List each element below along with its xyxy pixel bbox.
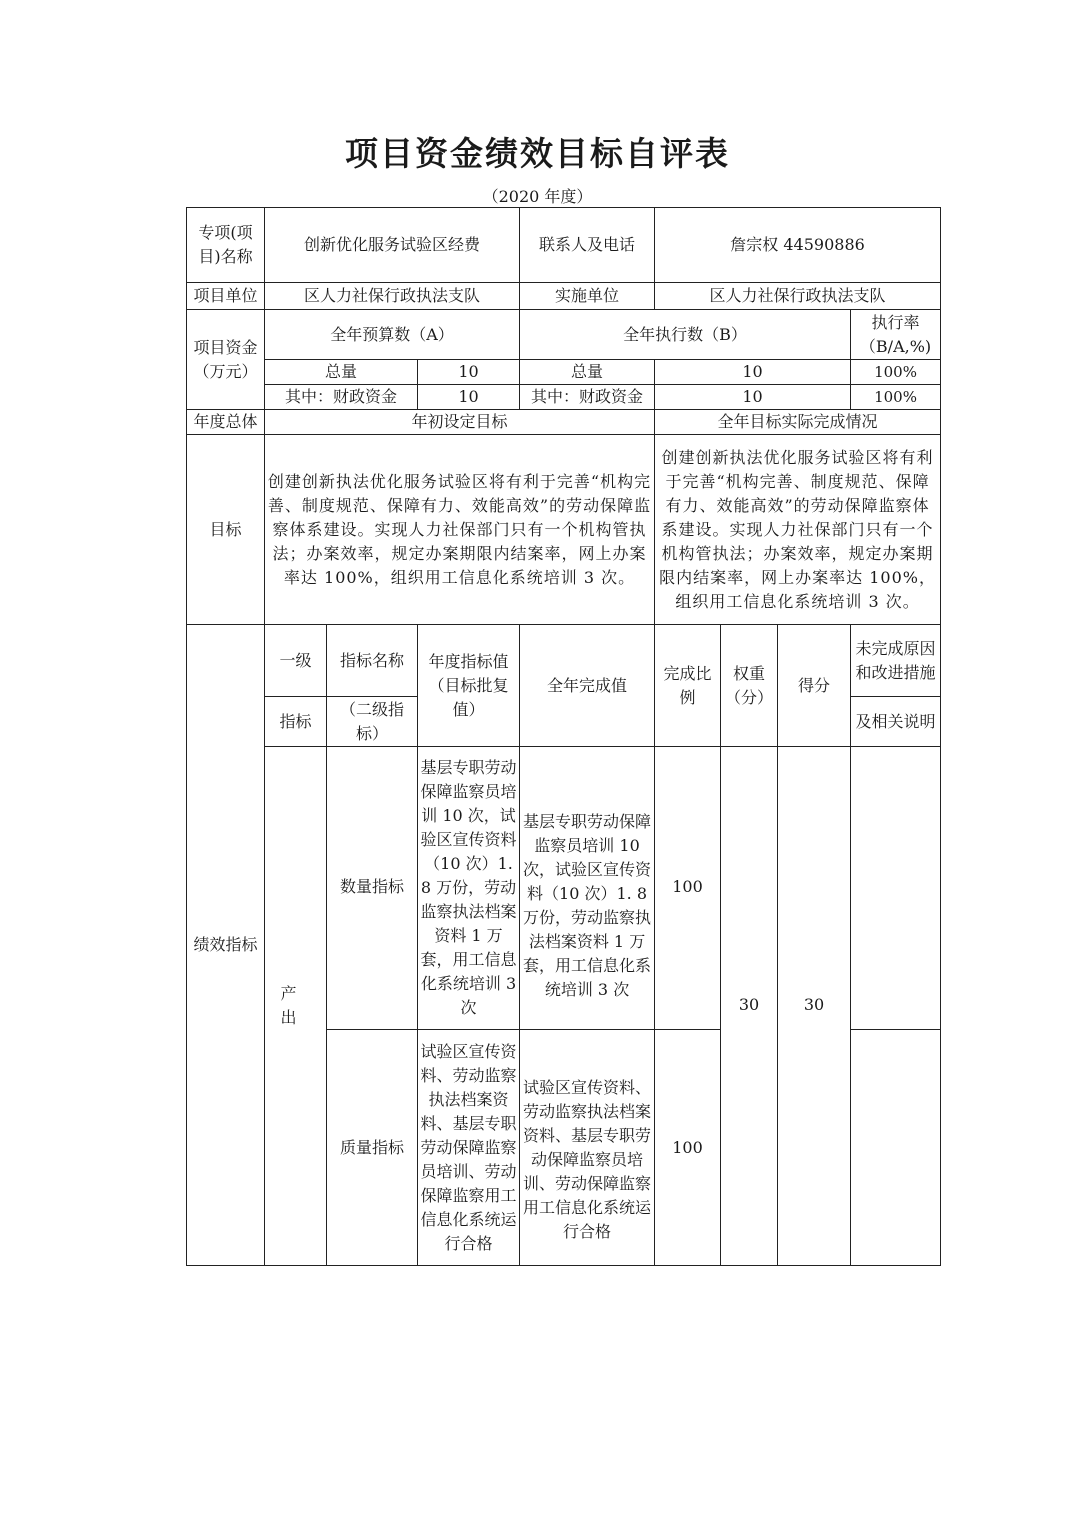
indicator-name-header-b: （二级指标） [327, 697, 418, 747]
level1-header-a: 一级 [265, 625, 327, 697]
total-budget-label: 总量 [265, 360, 418, 385]
rate-header: 执行率（B/A,%) [851, 310, 941, 360]
weight-header: 权重（分） [721, 625, 778, 747]
indicator-annual-value: 基层专职劳动保障监察员培训 10 次，试验区宣传资料（10 次）1. 8 万份，劳动监察执法档案资料 1 万套，用工信息化系统培训 3 次 [418, 747, 520, 1030]
fiscal-budget-label: 其中：财政资金 [265, 385, 418, 410]
indicator-name-header-a: 指标名称 [327, 625, 418, 697]
annual-value-header: 年度指标值（目标批复值） [418, 625, 520, 747]
indicator-ratio: 100 [655, 1030, 721, 1266]
project-name-label: 专项(项目)名称 [187, 208, 265, 283]
initial-target-text: 创建创新执法优化服务试验区将有利于完善“机构完善、制度规范、保障有力、效能高效”的劳动保障监察体系建设。实现人力社保部门只有一个机构管执法；办案效率，规定办案期限内结案率，网上办案率达 100%，组织用工信息化系统培训 3 次。 [265, 435, 655, 625]
actual-completion-text: 创建创新执法优化服务试验区将有利于完善“机构完善、制度规范、保障有力、效能高效”的劳动保障监察体系建设。实现人力社保部门只有一个机构管执法；办案效率，规定办案期限内结案率，网上办案率达 100%，组织用工信息化系统培训 3 次。 [655, 435, 941, 625]
completion-ratio-header: 完成比例 [655, 625, 721, 747]
output-score: 30 [778, 747, 851, 1266]
initial-target-header: 年初设定目标 [265, 410, 655, 435]
self-evaluation-table [186, 207, 941, 1266]
full-year-value-header: 全年完成值 [520, 625, 655, 747]
fiscal-executed-value: 10 [655, 385, 851, 410]
indicator-annual-value: 试验区宣传资料、劳动监察执法档案资料、基层专职劳动保障监察员培训、劳动保障监察用工信息化系统运行合格 [418, 1030, 520, 1266]
total-executed-value: 10 [655, 360, 851, 385]
reason-header-b: 及相关说明 [851, 697, 941, 747]
target-label: 目标 [187, 435, 265, 625]
contact-label: 联系人及电话 [520, 208, 655, 283]
impl-unit-value: 区人力社保行政执法支队 [655, 283, 941, 310]
actual-completion-header: 全年目标实际完成情况 [655, 410, 941, 435]
total-executed-label: 总量 [520, 360, 655, 385]
indicator-row-name: 数量指标 [327, 747, 418, 1030]
fiscal-budget-value: 10 [418, 385, 520, 410]
output-weight: 30 [721, 747, 778, 1266]
indicator-full-year-value: 基层专职劳动保障监察员培训 10 次，试验区宣传资料（10 次）1. 8 万份，劳动监察执法档案资料 1 万套，用工信息化系统培训 3 次 [520, 747, 655, 1030]
contact-value: 詹宗权 44590886 [655, 208, 941, 283]
score-header: 得分 [778, 625, 851, 747]
budget-header: 全年预算数（A） [265, 310, 520, 360]
reason-cell-quality [851, 1030, 941, 1266]
indicator-ratio: 100 [655, 747, 721, 1030]
total-budget-value: 10 [418, 360, 520, 385]
indicator-full-year-value: 试验区宣传资料、劳动监察执法档案资料、基层专职劳动保障监察员培训、劳动保障监察用工信息化系统运行合格 [520, 1030, 655, 1266]
output-label: 产出 [265, 747, 327, 1266]
project-name-value: 创新优化服务试验区经费 [265, 208, 520, 283]
fund-label: 项目资金（万元） [187, 310, 265, 410]
level1-header-b: 指标 [265, 697, 327, 747]
impl-unit-label: 实施单位 [520, 283, 655, 310]
perf-indicator-label: 绩效指标 [187, 625, 265, 1266]
executed-header: 全年执行数（B） [520, 310, 851, 360]
indicator-row-name: 质量指标 [327, 1030, 418, 1266]
year-label: （2020 年度） [482, 187, 593, 206]
annual-overall-label: 年度总体 [187, 410, 265, 435]
reason-header-a: 未完成原因和改进措施 [851, 625, 941, 697]
project-unit-value: 区人力社保行政执法支队 [265, 283, 520, 310]
fiscal-executed-label: 其中：财政资金 [520, 385, 655, 410]
total-rate-value: 100% [851, 360, 941, 385]
project-unit-label: 项目单位 [187, 283, 265, 310]
fiscal-rate-value: 100% [851, 385, 941, 410]
page-title: 项目资金绩效目标自评表 [345, 134, 730, 173]
reason-cell-quantity [851, 747, 941, 1030]
